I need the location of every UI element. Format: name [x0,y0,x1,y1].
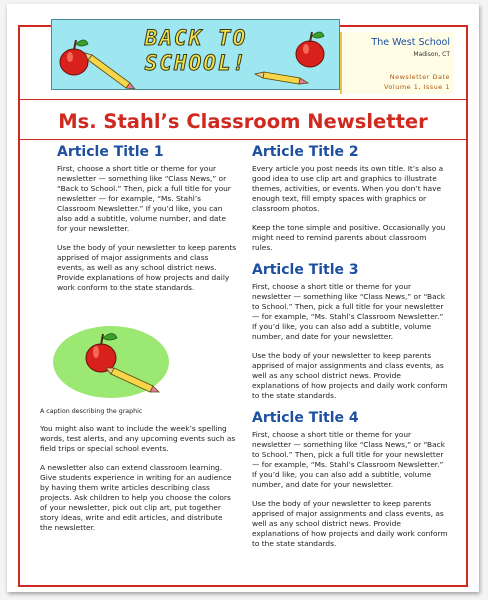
school-city: Madison, CT [413,51,450,58]
school-info-box [340,32,454,94]
clip-art-graphic [51,322,171,402]
article-1-title: Article Title 1 [57,144,164,160]
top-divider [18,99,468,100]
article-3-paragraph-1: First, choose a short title or theme for your newsletter — something like “Class News,” or “Back to School.” Then, pick a full title for your newsletter — for example, “Ms. Stahl’s Classroom Newsletter.” If you’d like, you can also add a subtitle, volume number, and date for your newsletter. [252,282,446,341]
article-2-paragraph-1: Every article you post needs its own title. It’s also a good idea to use clip art and graphics to illustrate themes, activities, or events. When you don’t have enough text, fill empty spaces with graphics or classroom photos. [252,164,444,213]
graphic-caption: A caption describing the graphic [40,408,143,415]
newsletter-title: Ms. Stahl’s Classroom Newsletter [58,110,428,133]
article-4-paragraph-2: Use the body of your newsletter to keep parents apprised of major assignments and class events, as well as any school district news. Provide explanations of how projects and daily work conform to the state standards. [252,499,448,548]
newsletter-page [7,4,479,592]
volume-issue: Volume 1, Issue 1 [383,83,450,91]
pencil-icon [255,72,308,84]
school-name: The West School [371,37,450,48]
banner-title: BACK TO SCHOOL! [144,26,248,75]
article-2-paragraph-2: Keep the tone simple and positive. Occasionally you might need to remind parents about classroom rules. [252,223,446,252]
article-1-paragraph-4: A newsletter also can extend classroom learning. Give students experience in writing for an audience by having them write articles describing class projects. Ask children to help you choose the colors of your newsletter, pick out clip art, put together story ideas, write and edit articles, and distribute the newsletter. [40,463,232,532]
article-1-paragraph-1: First, choose a short title or theme for your newsletter — something like “Class News,” or “Back to School.” Then, pick a full title for your newsletter — for example, “Ms. Stahl’s Classroom Newsletter.” If you’d like, you can also add a subtitle, volume number, and date for your newsletter. [57,164,231,233]
back-to-school-banner [51,19,340,90]
article-3-paragraph-2: Use the body of your newsletter to keep parents apprised of major assignments and class events, as well as any school district news. Provide explanations of how projects and daily work conform to the state standards. [252,351,448,400]
left-column [57,144,237,302]
apple-icon [296,32,324,67]
article-2-title: Article Title 2 [252,144,359,160]
newsletter-date: Newsletter Date [389,73,450,81]
article-4-title: Article Title 4 [252,410,359,426]
apple-icon [60,40,88,75]
article-1-paragraph-2: Use the body of your newsletter to keep parents apprised of major assignments and class events, as well as any school district news. Provide explanations of how projects and daily work conform to the state standards. [57,243,237,292]
left-column-lower [40,424,236,542]
article-1-paragraph-3: You might also want to include the week’s spelling words, test alerts, and any upcoming events such as field trips or special school events. [40,424,236,453]
article-4-paragraph-1: First, choose a short title or theme for your newsletter — something like “Class News,” or “Back to School.” Then, pick a full title for your newsletter — for example, “Ms. Stahl’s Classroom Newsletter.” If you’d like, you can also add a subtitle, volume number, and date for your newsletter. [252,430,446,489]
article-3-title: Article Title 3 [252,262,359,278]
pencil-icon [85,53,135,89]
right-column [252,144,448,558]
title-divider [18,139,468,140]
